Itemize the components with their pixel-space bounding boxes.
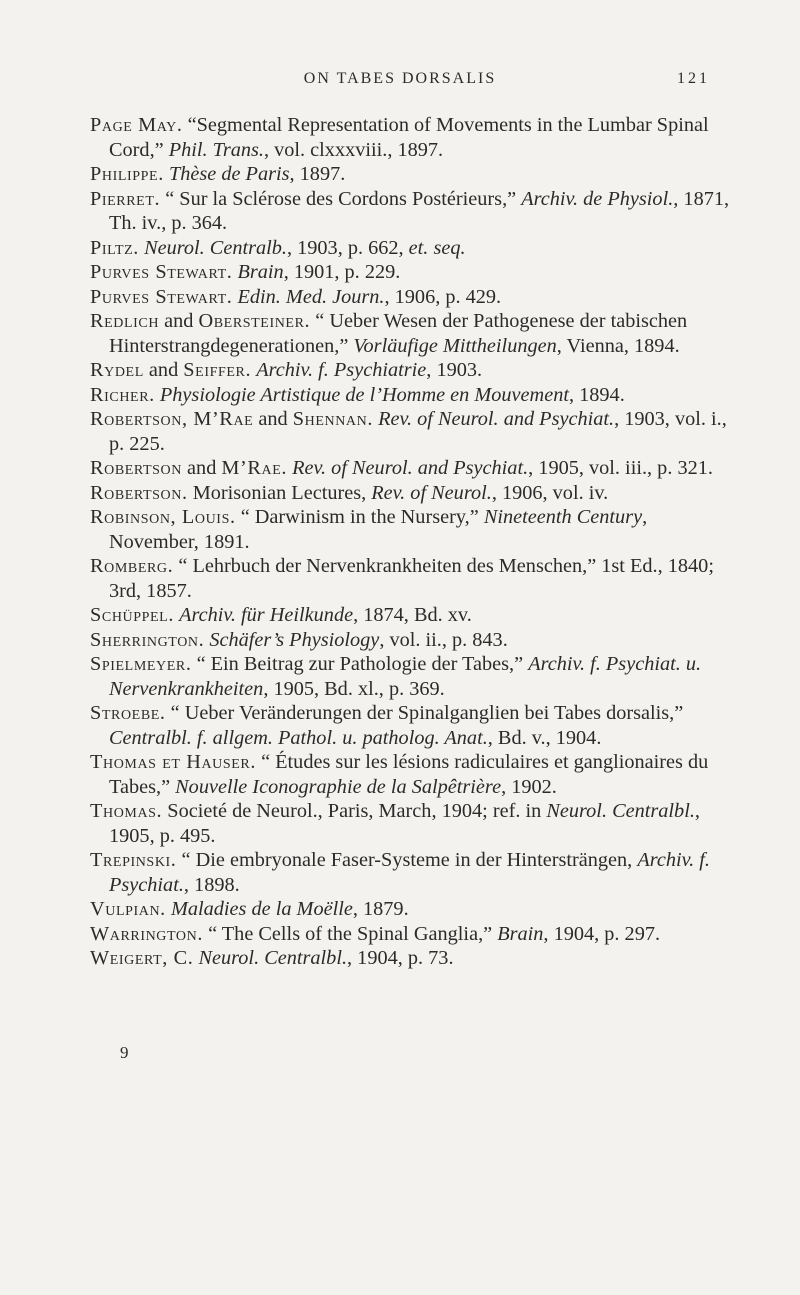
reference-text: , 1902. — [501, 775, 557, 798]
reference-text: Morisonian Lectures, — [187, 481, 372, 504]
reference-entry — [90, 187, 730, 236]
reference-title: et. seq. — [408, 236, 466, 259]
reference-text: Societé de Neurol., Paris, March, 1904; ref. in — [162, 800, 547, 822]
reference-entry — [90, 407, 730, 456]
reference-title: Rev. of Neurol. — [371, 481, 492, 504]
reference-text: , November, 1891. — [109, 506, 648, 553]
reference-list — [90, 113, 730, 971]
reference-text: , 1904, p. 297. — [543, 922, 661, 945]
reference-author: Piltz. — [90, 236, 139, 259]
reference-text: “Segmental Representation of Movements in the Lumbar Spinal Cord,” — [109, 114, 709, 161]
reference-author: Obersteiner. — [198, 310, 311, 332]
reference-text: and — [159, 310, 199, 332]
reference-entry — [90, 701, 730, 750]
reference-text: , vol. ii., p. 843. — [379, 628, 508, 651]
reference-author: Schüppel. — [90, 604, 174, 626]
page-header — [0, 70, 800, 94]
reference-entry — [90, 652, 730, 701]
reference-text: , 1904, p. 73. — [347, 947, 454, 969]
reference-author: Robertson. — [90, 481, 188, 504]
reference-title: Thèse de Paris — [168, 163, 290, 185]
reference-author: Robinson, Louis. — [90, 506, 236, 528]
reference-author: Philippe. — [90, 163, 164, 185]
reference-text: , 1894. — [568, 383, 625, 406]
reference-text: , Bd. v., 1904. — [487, 726, 602, 749]
reference-entry — [90, 358, 730, 383]
reference-author: Romberg. — [90, 555, 174, 577]
reference-text: “ Sur la Sclérose des Cordons Postérieurs,” — [160, 187, 522, 210]
reference-author: Purves Stewart. — [90, 261, 233, 283]
reference-text: , 1874, Bd. xv. — [353, 604, 472, 626]
reference-entry — [90, 505, 730, 554]
reference-entry — [90, 260, 730, 285]
reference-author: Stroebe. — [90, 702, 166, 724]
reference-author: M’Rae. — [221, 457, 288, 479]
reference-title: Brain — [497, 922, 544, 945]
reference-text: , 1905, vol. iii., p. 321. — [528, 457, 713, 479]
reference-title: Archiv. f. Psychiatrie — [256, 359, 427, 381]
reference-text: “ Études sur les lésions radiculaires et ganglionaires du Tabes,” — [109, 751, 709, 798]
reference-text: , vol. clxxxviii., 1897. — [263, 138, 444, 161]
running-title: ON TABES DORSALIS — [303, 70, 497, 87]
reference-author: Page May. — [90, 114, 183, 136]
reference-author: Robertson — [90, 457, 182, 479]
reference-title: Archiv. f. Psychiat. — [109, 849, 710, 896]
reference-entry — [90, 946, 730, 971]
reference-author: Robertson, M’Rae — [90, 408, 254, 430]
reference-title: Neurol. Centralbl. — [546, 800, 695, 822]
reference-entry — [90, 628, 730, 653]
reference-title: Phil. Trans. — [168, 138, 264, 161]
reference-title: Physiologie Artistique de l’Homme en Mouvement — [159, 383, 569, 406]
reference-author: Richer. — [90, 383, 155, 406]
reference-author: Warrington. — [90, 922, 204, 945]
reference-author: Spielmeyer. — [90, 653, 192, 675]
reference-text: , 1903. — [426, 359, 483, 381]
reference-text: “ Darwinism in the Nursery,” — [235, 506, 484, 528]
reference-title: Schäfer’s Physiology — [209, 628, 380, 651]
reference-text: “ Ueber Veränderungen der Spinalganglien bei Tabes dorsalis,” — [165, 702, 684, 724]
reference-author: Purves Stewart. — [90, 285, 233, 308]
reference-text: “ Die embryonale Faser-Systeme in der Hintersträngen, — [176, 849, 638, 871]
reference-title: Rev. of Neurol. and Psychiat. — [292, 457, 529, 479]
reference-title: Edin. Med. Journ. — [237, 285, 385, 308]
reference-title: Rev. of Neurol. and Psychiat. — [378, 408, 615, 430]
reference-entry — [90, 236, 730, 261]
reference-entry — [90, 922, 730, 947]
reference-title: Nouvelle Iconographie de la Salpêtrière — [175, 775, 502, 798]
reference-title: Archiv. f. Psychiat. u. Nervenkrankheiten — [109, 653, 702, 700]
reference-author: Redlich — [90, 310, 160, 332]
reference-text: , 1903, vol. i., p. 225. — [109, 408, 727, 455]
reference-author: Sherrington. — [90, 628, 205, 651]
reference-entry — [90, 897, 730, 922]
reference-author: Shennan. — [292, 408, 374, 430]
reference-text: , 1901, p. 229. — [283, 261, 401, 283]
reference-author: Trepinski. — [90, 849, 177, 871]
reference-title: Maladies de la Moëlle — [170, 898, 353, 920]
reference-text: , 1898. — [183, 873, 240, 896]
reference-entry — [90, 799, 730, 848]
reference-text: , Vienna, 1894. — [556, 334, 680, 357]
reference-title: Centralbl. f. allgem. Pathol. u. patholog. Anat. — [109, 726, 488, 749]
reference-author: Pierret. — [90, 187, 161, 210]
reference-entry — [90, 113, 730, 162]
reference-text: , 1905, p. 495. — [109, 800, 700, 847]
reference-title: Brain — [237, 261, 284, 283]
reference-text: and — [253, 408, 293, 430]
reference-text: “ Ueber Wesen der Pathogenese der tabischen Hinterstrangdegenerationen,” — [109, 310, 688, 357]
reference-author: Weigert, C. — [90, 947, 194, 969]
reference-title: Neurol. Centralbl. — [198, 947, 348, 969]
reference-title: Vorläufige Mittheilungen — [353, 334, 557, 357]
reference-text: “ Lehrbuch der Nervenkrankheiten des Menschen,” 1st Ed., 1840; 3rd, 1857. — [109, 555, 714, 602]
reference-title: Neurol. Centralb. — [144, 236, 287, 259]
reference-author: Rydel — [90, 359, 144, 381]
reference-entry — [90, 848, 730, 897]
reference-text: , 1879. — [352, 898, 409, 920]
reference-entry — [90, 481, 730, 506]
signature-mark: 9 — [120, 1043, 129, 1062]
reference-text: , 1871, Th. iv., p. 364. — [109, 187, 730, 234]
reference-text: and — [181, 457, 222, 479]
reference-title: Archiv. de Physiol. — [521, 187, 674, 210]
reference-title: Archiv. für Heilkunde — [179, 604, 354, 626]
reference-text: , 1905, Bd. xl., p. 369. — [263, 677, 445, 700]
reference-entry — [90, 383, 730, 408]
reference-text: , 1906, p. 429. — [384, 285, 502, 308]
reference-author: Seiffer. — [183, 359, 252, 381]
reference-text: “ Ein Beitrag zur Pathologie der Tabes,” — [191, 653, 529, 675]
reference-entry — [90, 554, 730, 603]
reference-text: , 1906, vol. iv. — [491, 481, 609, 504]
reference-author: Thomas. — [90, 800, 163, 822]
reference-entry — [90, 603, 730, 628]
reference-text: , 1897. — [289, 163, 346, 185]
page-number: 121 — [677, 70, 710, 87]
reference-author: Thomas et Hauser. — [90, 751, 257, 773]
reference-entry — [90, 162, 730, 187]
reference-text: “ The Cells of the Spinal Ganglia,” — [203, 922, 498, 945]
reference-title: Nineteenth Century — [483, 506, 643, 528]
reference-text: , 1903, p. 662, — [286, 236, 409, 259]
reference-entry — [90, 285, 730, 310]
reference-entry — [90, 750, 730, 799]
reference-text: and — [143, 359, 184, 381]
reference-author: Vulpian. — [90, 898, 166, 920]
reference-entry — [90, 309, 730, 358]
reference-entry — [90, 456, 730, 481]
